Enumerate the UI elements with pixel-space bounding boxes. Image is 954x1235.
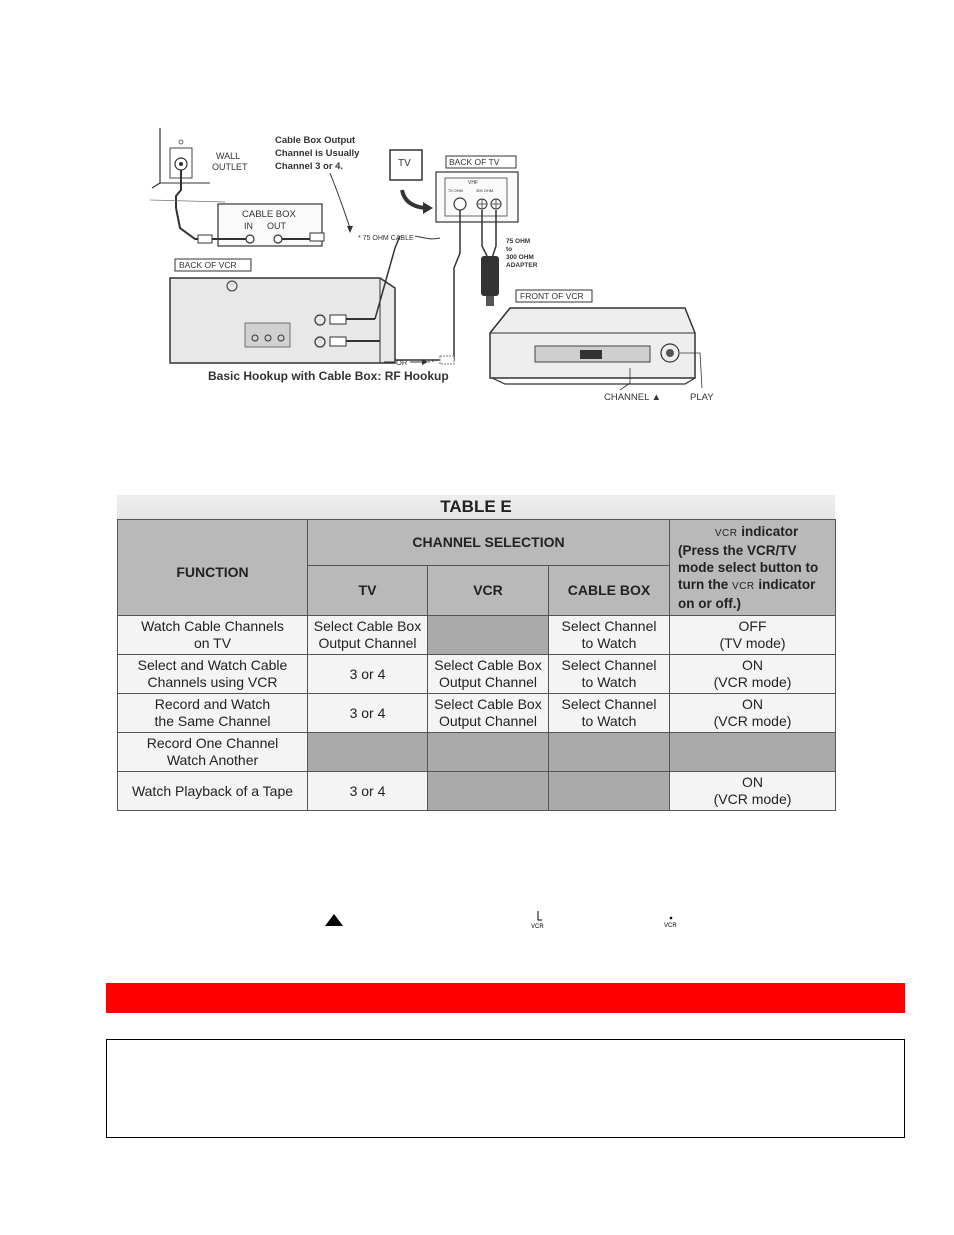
table-e [117, 495, 835, 817]
cell-line: ON [742, 657, 764, 673]
indicator-note-1: (Press the VCR/TV [678, 543, 797, 558]
row-cable-box [549, 655, 670, 694]
wall-outlet-label-1: WALL [216, 151, 241, 161]
cell-line: Watch Playback of a Tape [131, 782, 294, 799]
cable-output-note-3: Channel 3 or 4. [275, 161, 344, 172]
cell-line: (VCR mode) [713, 674, 792, 690]
row-tv [308, 694, 428, 733]
row-vcr [428, 694, 549, 733]
row-vcr [428, 733, 549, 772]
diagram-caption: Basic Hookup with Cable Box: RF Hookup [208, 369, 449, 383]
cell-line: (VCR mode) [713, 713, 792, 729]
adapter-note-3: 300 OHM [506, 254, 534, 261]
vcr-small-2: VCR [664, 923, 677, 929]
cell-line: Record One Channel [146, 735, 279, 751]
cell-line: to Watch [581, 713, 637, 729]
row-tv [308, 616, 428, 655]
row-tv [308, 772, 428, 811]
row-cable-box [549, 733, 670, 772]
cell-line: ON [742, 696, 764, 712]
table-title: TABLE E [117, 495, 835, 519]
cell-line: Output Channel [438, 713, 538, 729]
cell-line: OFF [738, 618, 767, 634]
indicator-vcr-small: VCR [714, 528, 738, 539]
row-indicator [670, 694, 836, 733]
row-function [118, 655, 308, 694]
cell-line: 3 or 4 [349, 704, 386, 721]
front-of-vcr [490, 290, 714, 403]
adapter-note-2: to [506, 246, 513, 253]
row-vcr [428, 616, 549, 655]
row-indicator [670, 655, 836, 694]
cell-line: Watch Another [166, 752, 259, 768]
cable-output-note-2: Channel is Usually [275, 148, 360, 159]
row-tv [308, 655, 428, 694]
row-indicator [670, 733, 836, 772]
note-box [106, 1039, 905, 1138]
cell-line: on TV [193, 635, 232, 651]
channel-label: CHANNEL ▲ [604, 392, 662, 403]
row-function [118, 772, 308, 811]
row-function [118, 694, 308, 733]
ohm300-small-label: 300 OHM [476, 188, 494, 193]
cell-line: to Watch [581, 635, 637, 651]
indicator-note-3b: indicator [758, 577, 816, 592]
vhf-label: VHF [468, 180, 478, 186]
cell-line: 3 or 4 [349, 665, 386, 682]
header-tv: TV [308, 566, 428, 616]
header-cable-box: CABLE BOX [549, 566, 670, 616]
row-cable-box [549, 694, 670, 733]
cell-line: Select Channel [561, 657, 657, 673]
cell-line: Select and Watch Cable [137, 657, 288, 673]
cell-line: Channels using VCR [147, 674, 278, 690]
section-divider-bar [106, 983, 905, 1013]
front-of-vcr-label: FRONT OF VCR [520, 291, 584, 301]
cable-out-label: OUT [267, 221, 286, 231]
back-of-tv [436, 156, 518, 222]
header-function: FUNCTION [118, 520, 308, 616]
indicator-note-3-small: VCR [732, 581, 755, 592]
back-of-vcr [170, 236, 400, 363]
play-label: PLAY [690, 392, 714, 403]
cell-line: ON [742, 774, 764, 790]
vcr-small-1: VCR [531, 924, 544, 930]
row-cable-box [549, 772, 670, 811]
cell-line: Watch Cable Channels [141, 618, 284, 634]
row-function [118, 616, 308, 655]
indicator-word: indicator [741, 524, 799, 539]
cell-line: the Same Channel [154, 713, 271, 729]
vcr-tv-indicator-icon [663, 914, 679, 928]
back-of-vcr-label: BACK OF VCR [179, 260, 237, 270]
cable-box-label: CABLE BOX [242, 209, 296, 220]
cable-output-note-1: Cable Box Output [275, 135, 356, 146]
cell-line: Select Cable Box [434, 657, 542, 673]
or-label: OR [396, 358, 408, 367]
header-vcr: VCR [428, 566, 549, 616]
ohm75-small-label: 75 OHM [448, 188, 463, 193]
rf-hookup-diagram [140, 128, 714, 418]
indicator-note-2: mode select button to [678, 560, 819, 575]
cell-line: Select Channel [561, 696, 657, 712]
cell-line: Select Channel [561, 618, 657, 634]
wall-outlet-label-2: OUTLET [212, 162, 248, 172]
row-tv [308, 733, 428, 772]
ohm75-cable-label: * 75 OHM CABLE [358, 235, 414, 242]
adapter-note-1: 75 OHM [506, 238, 531, 245]
cell-line: 3 or 4 [349, 782, 386, 799]
adapter-note-4: ADAPTER [506, 262, 538, 269]
row-vcr [428, 772, 549, 811]
cell-line: Output Channel [438, 674, 538, 690]
vcr-indicator-icon [530, 911, 546, 929]
indicator-note-4: on or off.) [678, 596, 741, 611]
channel-selection-table [117, 519, 836, 811]
cell-line: (TV mode) [719, 635, 786, 651]
row-vcr [428, 655, 549, 694]
cell-line: Output Channel [318, 635, 417, 651]
row-function [118, 733, 308, 772]
cell-line: (VCR mode) [713, 791, 792, 807]
row-indicator [670, 616, 836, 655]
tv-icon-label: TV [398, 158, 411, 169]
triangle-up-icon [324, 913, 344, 927]
row-indicator [670, 772, 836, 811]
cell-line: Record and Watch [154, 696, 271, 712]
cell-line: Select Cable Box [434, 696, 542, 712]
row-cable-box [549, 616, 670, 655]
back-of-tv-label: BACK OF TV [449, 157, 500, 167]
cell-line: to Watch [581, 674, 637, 690]
cell-line: Select Cable Box [313, 618, 422, 634]
tv-icon [390, 150, 433, 214]
header-indicator [670, 520, 836, 616]
cable-in-label: IN [244, 221, 253, 231]
header-channel-selection: CHANNEL SELECTION [308, 520, 670, 566]
indicator-note-3a: turn the [678, 577, 729, 592]
wall-outlet [150, 128, 248, 208]
